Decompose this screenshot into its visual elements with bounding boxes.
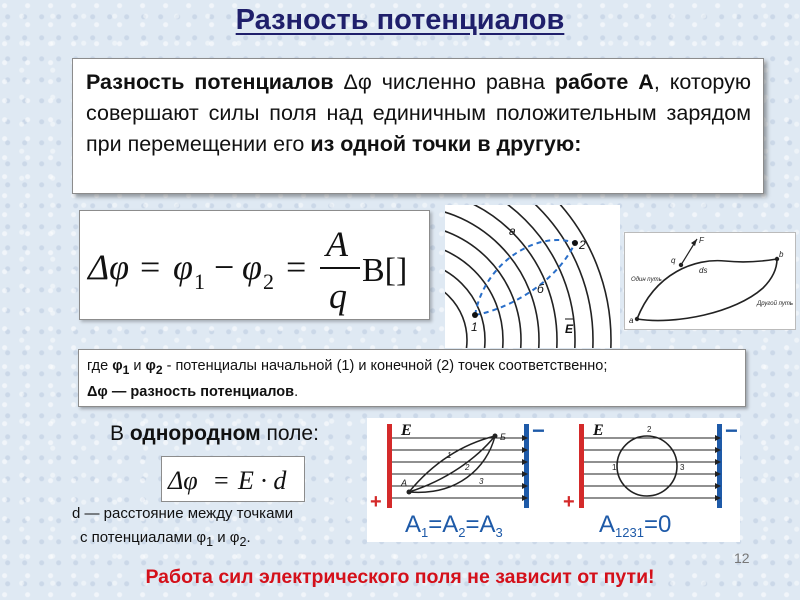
definition-box [72, 58, 764, 194]
equation-left [405, 511, 503, 540]
formula-numerator: A [326, 224, 348, 264]
definition-end: из одной точки в другую: [310, 132, 582, 156]
slide-title: Разность потенциалов [235, 4, 565, 36]
label-E-right: E [593, 422, 604, 439]
label-ds: ds [699, 266, 708, 275]
svg-text:A1231=0: $A_{1231}=0$ [599, 511, 672, 540]
label-b: б [537, 282, 544, 296]
plates-figure [367, 418, 740, 542]
distance-line-1: d — расстояние между точками [72, 505, 294, 522]
field-lines-figure [445, 205, 620, 348]
distance-line-2: с потенциалами $\varphi_1$ и $\varphi_2$. [80, 529, 251, 549]
uniform-lhs: Δφ [168, 466, 198, 495]
label-point-a: a [629, 316, 634, 325]
label-path-other: Другой путь [757, 301, 794, 307]
label-path-1: 1 [447, 451, 452, 460]
plates-panel-right [563, 418, 738, 540]
formula-sub-2: 2 [263, 269, 274, 294]
uniform-rhs: E · d [238, 466, 287, 495]
definition-work: работе А [554, 70, 654, 94]
label-E: E [565, 322, 574, 336]
svg-text:3: 3 [680, 463, 685, 472]
label-path-2: 2 [465, 463, 470, 472]
definition-text-1: Δφ численно равна [333, 70, 555, 94]
path-figure [624, 232, 796, 330]
formula-phi-1: φ [173, 247, 193, 287]
plus-left: + [370, 491, 382, 513]
two-paths-diagram [625, 233, 795, 329]
formula-phi-2: φ [242, 247, 262, 287]
uniform-formula [162, 457, 304, 501]
equation-right [599, 511, 671, 540]
concentric-field-diagram [445, 205, 620, 348]
label-E-left: E [401, 422, 412, 439]
plus-right: + [563, 491, 575, 513]
svg-text:2: 2 [647, 425, 652, 434]
page-number: 12 [734, 550, 750, 566]
svg-text:1: 1 [612, 463, 617, 472]
formula-denominator: q [329, 276, 347, 316]
label-point-2: 2 [579, 238, 586, 252]
closed-loop [617, 436, 677, 496]
uniform-eq: = [214, 466, 229, 495]
where-box [78, 349, 746, 407]
distance-note [72, 502, 293, 554]
formula-sub-1: 1 [194, 269, 205, 294]
label-A: A [401, 478, 408, 488]
uniform-formula-box [161, 456, 305, 502]
label-path-one: Один путь [631, 277, 662, 283]
label-point-b: b [779, 250, 784, 259]
plates-panel-left [370, 418, 545, 540]
formula-eq-1: = [140, 247, 161, 287]
where-line-2: Δφ — разность потенциалов. [87, 383, 299, 400]
main-formula-box [79, 210, 430, 320]
main-formula [80, 211, 429, 319]
label-q: q [671, 256, 676, 265]
svg-text:A1=A2=A3: $A_1=A_2=A_3$ [405, 511, 503, 540]
minus-left: − [532, 418, 545, 443]
label-point-1: 1 [471, 320, 478, 334]
label-F: F [699, 236, 704, 245]
formula-eq-2: = [286, 247, 307, 287]
conclusion-text: Работа сил электрического поля не зависит от пути! [145, 566, 655, 588]
formula-delta-phi: Δφ [88, 247, 130, 287]
formula-unit: В[] [362, 252, 408, 289]
formula-minus: − [214, 247, 235, 287]
label-path-3: 3 [479, 477, 484, 486]
capacitor-plates-diagram [367, 418, 740, 542]
uniform-field-label: В однородном поле: [110, 422, 319, 445]
minus-right: − [725, 418, 738, 443]
label-B: Б [500, 432, 506, 442]
where-line-1: где $\varphi_1$ и $\varphi_2$ - потенциалы начальной (1) и конечной (2) точек соответственно; [87, 358, 608, 377]
definition-term: Разность потенциалов [86, 70, 334, 94]
definition-text-2: , которую совершают силы поля над единичным положительным зарядом при перемещении его [86, 70, 751, 156]
label-a: a [509, 224, 516, 238]
path-a [475, 240, 575, 315]
